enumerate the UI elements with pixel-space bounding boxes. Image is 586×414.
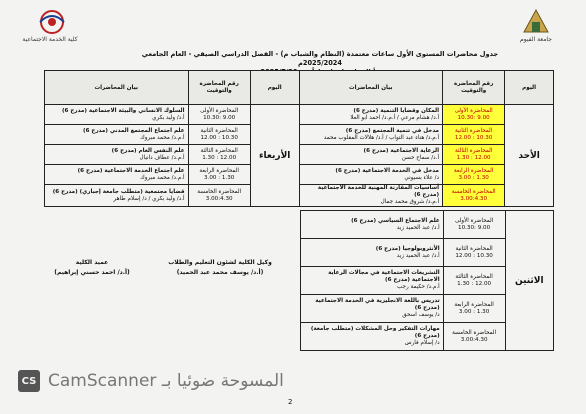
course-cell: علم اجتماع الخدمة الاجتماعية (مدرج 6) أ.م.د/ محمد مبروك — [45, 165, 189, 185]
slot-cell: المحاضرة الثالثة 12.00 : 1.30 — [188, 145, 250, 165]
dean-title: عميد الكلية — [75, 259, 109, 266]
schedule-table-monday — [300, 210, 554, 351]
day-monday: الاثنين — [505, 211, 553, 351]
col-day-header-2: اليوم — [250, 71, 299, 105]
page-number: 2 — [288, 398, 293, 406]
course-cell: مهارات التفكير وحل المشكلات (متطلب جامعة) (مدرج 6) د/ إسلام فارس — [301, 323, 444, 351]
dean-name: (أ.د/ احمد حسني إبراهيم) — [54, 269, 130, 276]
camscanner-logo-icon: CS — [18, 370, 40, 392]
title-line-1: جدول محاضرات المستوى الأول ساعات معتمدة (النظام والشباب م) - الفصل الدراسي الصيفي - العام الجامعي 2025/2024م — [141, 50, 499, 67]
faculty-emblem-icon — [26, 8, 78, 38]
course-cell: أساسيات المقارنة المهنية للخدمة الاجتماعية (مدرج 6) أ.م.د/ شروق محمد جمال — [299, 185, 442, 207]
camscanner-text: CamScanner المسوحة ضوئيا بـ — [48, 371, 284, 391]
dean-signature — [42, 258, 142, 278]
slot-cell: المحاضرة الأولى 9.00 :10.30 — [443, 105, 505, 125]
slot-cell: المحاضرة الثانية 10.30 : 12.00 — [443, 125, 505, 145]
slot-cell: المحاضرة الرابعة 1.30 : 3.00 — [188, 165, 250, 185]
faculty-logo — [22, 8, 78, 48]
vice-dean-name: (أ.د/ يوسف محمد عبد الحميد) — [176, 269, 264, 276]
vice-dean-title: وكيل الكلية لشئون التعليم والطلاب — [168, 259, 272, 266]
vice-dean-signature — [150, 258, 290, 278]
course-cell: تدريس باللغة الانجليزية في الخدمة الاجتماعية (مدرج 6) د/ يوسف اسحق — [301, 295, 444, 323]
col-slot-header-2: رقم المحاضرة والتوقيت — [188, 71, 250, 105]
course-cell: الأنثروبولوجيا (مدرج 6) أ.د/ عبد الحميد زيد — [301, 239, 444, 267]
col-course-header: بيان المحاضرات — [299, 71, 442, 105]
slot-cell: المحاضرة الثالثة 12.00 : 1.30 — [443, 145, 505, 165]
camscanner-watermark — [18, 368, 458, 394]
course-cell: مدخل في الخدمة الاجتماعية (مدرج 6) د/ علاء بسيوني — [299, 165, 442, 185]
left-logo-text: كلية الخدمة الاجتماعية — [22, 36, 78, 43]
day-sunday: الأحد — [505, 105, 554, 207]
schedule-table-top — [44, 70, 554, 207]
slot-cell: المحاضرة الثانية 10.30 : 12.00 — [443, 239, 505, 267]
university-emblem-icon — [514, 6, 558, 36]
course-cell: التشريعات الاجتماعية في مجالات الرعاية الاجتماعية (مدرج 6) أ.م.د/ حكيمة رجب — [301, 267, 444, 295]
title-line-2: تبدأ المحاضرات اعتباراً من 2025/7/20م — [255, 68, 385, 76]
slot-cell: المحاضرة الخامسة 3.00:4.30 — [443, 323, 505, 351]
slot-cell: المحاضرة الرابعة 1.30 : 3.00 — [443, 165, 505, 185]
course-cell: مدخل في تنمية المجتمع (مدرج 6) أ.م.د/ هناء عبد التواب / أ.د/ هلالات المقلوب محمد — [299, 125, 442, 145]
course-cell: علم اجتماع المجتمع المدني (مدرج 6) أ.م.د/ محمد مبروك — [45, 125, 189, 145]
slot-cell: المحاضرة الثانية 10.30 : 12.00 — [188, 125, 250, 145]
slot-cell: المحاضرة الأولى 9.00 :10.30 — [188, 105, 250, 125]
slot-cell: المحاضرة الثالثة 12.00 : 1.30 — [443, 267, 505, 295]
col-slot-header: رقم المحاضرة والتوقيت — [443, 71, 505, 105]
slot-cell: المحاضرة الرابعة 1.30 : 3.00 — [443, 295, 505, 323]
col-course-header-2: بيان المحاضرات — [45, 71, 189, 105]
col-day-header: اليوم — [505, 71, 554, 105]
university-logo — [514, 6, 558, 48]
course-cell: قضايا مجتمعية (متطلب جامعة إجباري) (مدرج 6) أ.د/ وليد بكري / د/ إسلام طاهر — [45, 185, 189, 207]
course-cell: علم النفس العام (مدرج 6) أ.م.د/ عطاف دانيال — [45, 145, 189, 165]
slot-cell: المحاضرة الخامسة 3.00:4.30 — [443, 185, 505, 207]
course-cell: علم الاجتماع السياسي (مدرج 6) أ.د/ عبد الحميد زيد — [301, 211, 444, 239]
slot-cell: المحاضرة الخامسة 3.00:4.30 — [188, 185, 250, 207]
slot-cell: المحاضرة الأولى 9.00 :10.30 — [443, 211, 505, 239]
course-cell: الرعاية الاجتماعية (مدرج 6) أ.د/ سماح حسن — [299, 145, 442, 165]
course-cell: السلوك الانساني والبيئة الاجتماعية (مدرج 6) أ.د/ وليد بكري — [45, 105, 189, 125]
course-cell: المكان وقضايا التنمية (مدرج 6) أ.د/ هشام مرعي / أ.م.د/ احمد ابو العلا — [299, 105, 442, 125]
day-wednesday: الأربعاء — [250, 105, 299, 207]
right-logo-text: جامعة الفيوم — [520, 36, 552, 43]
